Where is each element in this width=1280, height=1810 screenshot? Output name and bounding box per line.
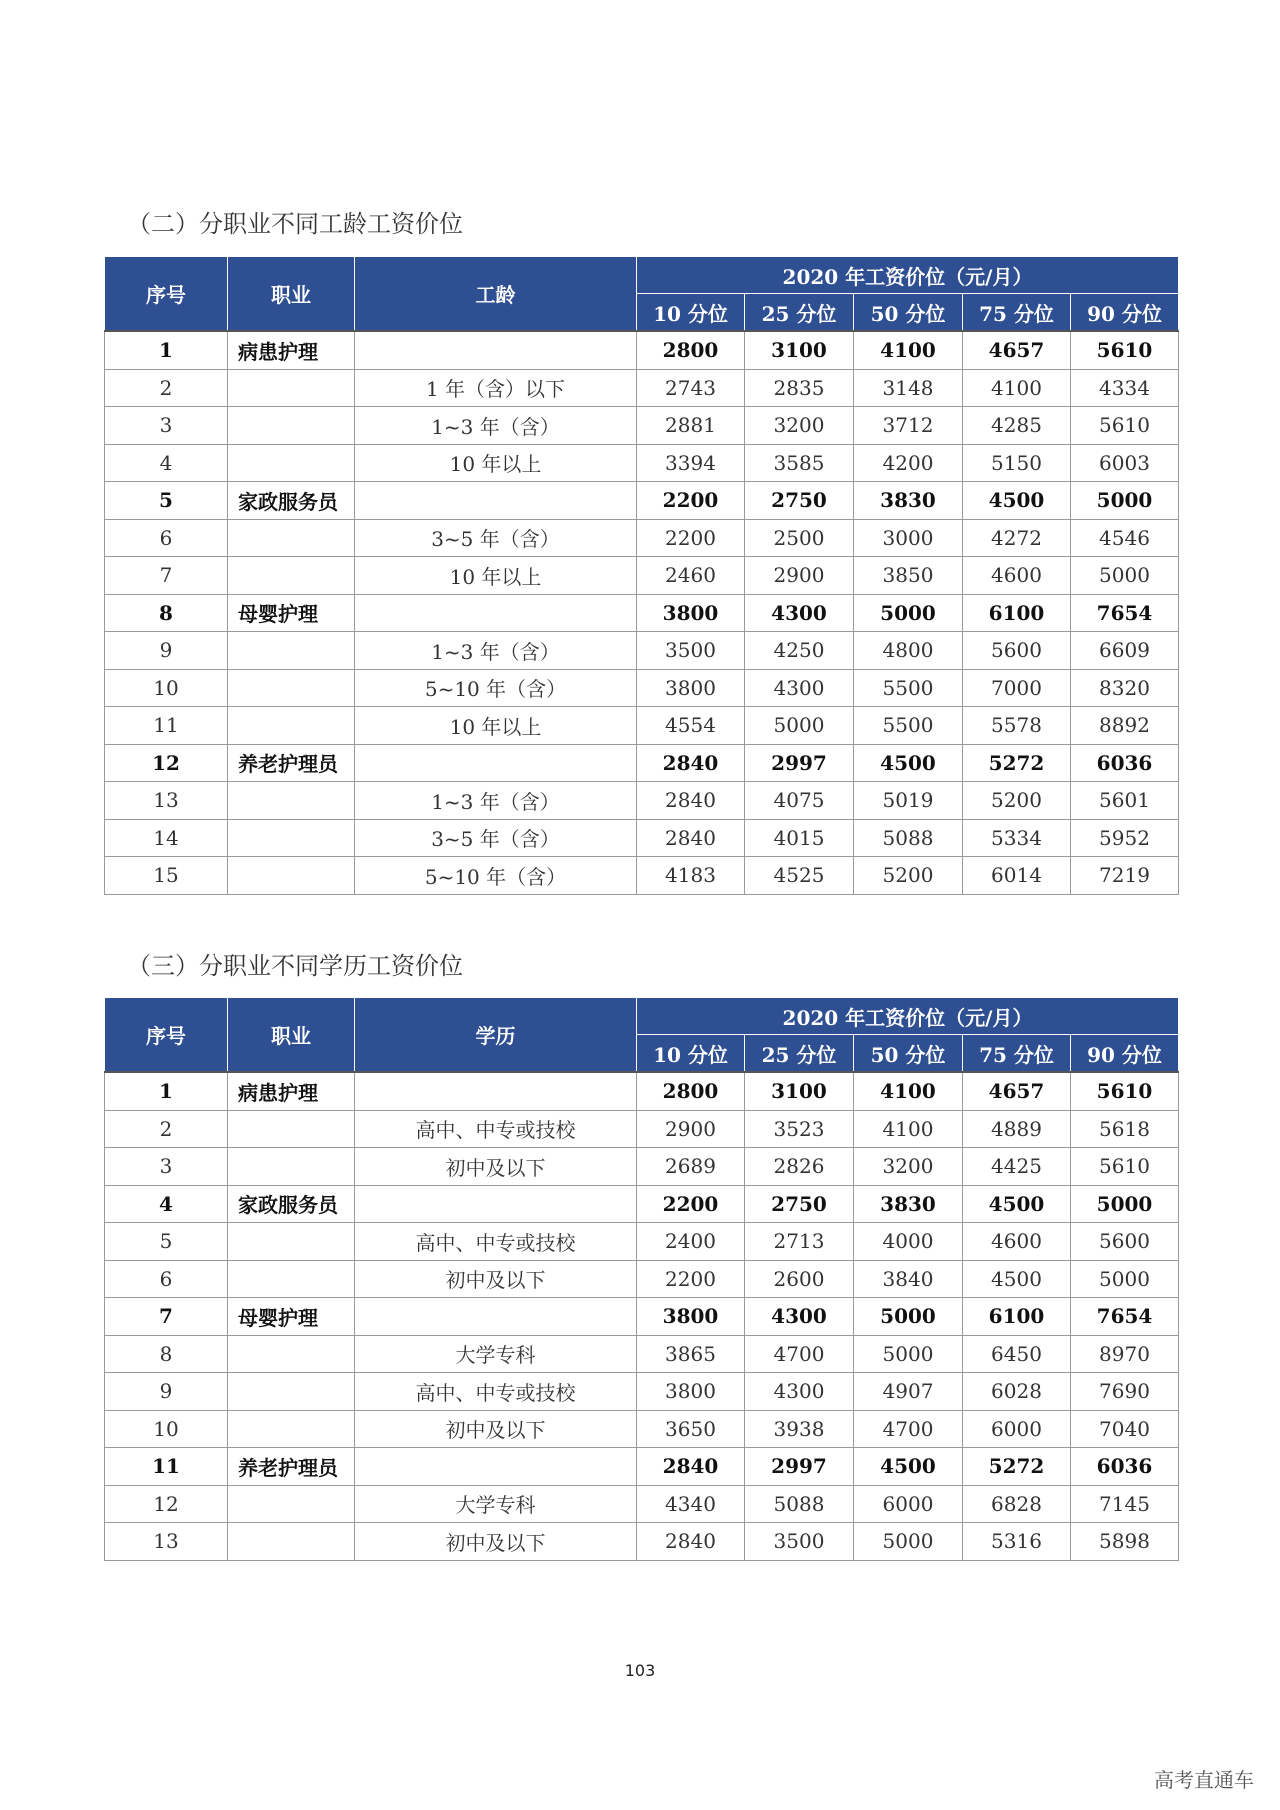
- row-p50-cell: 5088: [854, 819, 963, 857]
- table-row: [105, 331, 1179, 369]
- header-wage-group: 2020 年工资价位（元/月）: [637, 257, 1179, 294]
- row-p50-cell: 4500: [854, 1448, 963, 1486]
- row-p90-cell: 7145: [1071, 1485, 1179, 1523]
- row-occupation-cell: 家政服务员: [228, 1185, 355, 1223]
- header-p50: 50 分位: [854, 294, 963, 332]
- row-p10-cell: 2900: [637, 1110, 745, 1148]
- row-p25-cell: 2750: [745, 1185, 854, 1223]
- row-category-cell: 10 年以上: [355, 444, 637, 482]
- table-row: [105, 819, 1179, 857]
- row-category-cell: [355, 331, 637, 369]
- row-p50-cell: 3850: [854, 557, 963, 595]
- table-row: [105, 1523, 1179, 1561]
- table-row: [105, 1260, 1179, 1298]
- row-p50-cell: 3148: [854, 369, 963, 407]
- row-p10-cell: 3650: [637, 1410, 745, 1448]
- row-p25-cell: 2500: [745, 519, 854, 557]
- row-p75-cell: 4657: [963, 331, 1071, 369]
- row-seq-cell: 7: [105, 1298, 228, 1336]
- row-p90-cell: 8970: [1071, 1335, 1179, 1373]
- row-p90-cell: 5618: [1071, 1110, 1179, 1148]
- page-number: 103: [624, 1661, 656, 1680]
- row-p75-cell: 6450: [963, 1335, 1071, 1373]
- row-p75-cell: 5200: [963, 782, 1071, 820]
- watermark: 高考直通车: [1154, 1768, 1254, 1792]
- row-p90-cell: 5610: [1071, 1148, 1179, 1186]
- row-seq-cell: 1: [105, 1072, 228, 1110]
- table-row: [105, 482, 1179, 520]
- table-row: [105, 519, 1179, 557]
- row-seq-cell: 10: [105, 669, 228, 707]
- row-p75-cell: 4600: [963, 1223, 1071, 1261]
- row-p75-cell: 5272: [963, 1448, 1071, 1486]
- row-category-cell: 高中、中专或技校: [355, 1110, 637, 1148]
- row-p10-cell: 3865: [637, 1335, 745, 1373]
- row-p90-cell: 5000: [1071, 1260, 1179, 1298]
- row-p90-cell: 5000: [1071, 482, 1179, 520]
- row-seq-cell: 5: [105, 482, 228, 520]
- row-p25-cell: 4250: [745, 632, 854, 670]
- row-p90-cell: 7690: [1071, 1373, 1179, 1411]
- header-p50: 50 分位: [854, 1035, 963, 1073]
- row-p50-cell: 3840: [854, 1260, 963, 1298]
- row-p75-cell: 4600: [963, 557, 1071, 595]
- row-p75-cell: 4657: [963, 1072, 1071, 1110]
- row-occupation-cell: [228, 707, 355, 745]
- table-row: [105, 1185, 1179, 1223]
- row-category-cell: 3~5 年（含）: [355, 519, 637, 557]
- header-p10: 10 分位: [637, 294, 745, 332]
- row-p50-cell: 3712: [854, 407, 963, 445]
- row-occupation-cell: [228, 557, 355, 595]
- header-education: 学历: [355, 998, 637, 1073]
- row-p75-cell: 5600: [963, 632, 1071, 670]
- row-p25-cell: 2900: [745, 557, 854, 595]
- row-seq-cell: 1: [105, 331, 228, 369]
- row-p25-cell: 2835: [745, 369, 854, 407]
- row-p10-cell: 2800: [637, 331, 745, 369]
- row-p50-cell: 6000: [854, 1485, 963, 1523]
- row-p75-cell: 7000: [963, 669, 1071, 707]
- table-row: [105, 1110, 1179, 1148]
- row-p75-cell: 4500: [963, 1185, 1071, 1223]
- table-row: [105, 557, 1179, 595]
- row-category-cell: [355, 1072, 637, 1110]
- row-seq-cell: 3: [105, 407, 228, 445]
- row-occupation-cell: [228, 1485, 355, 1523]
- table-row: [105, 707, 1179, 745]
- header-p10: 10 分位: [637, 1035, 745, 1073]
- row-p50-cell: 3830: [854, 482, 963, 520]
- row-seq-cell: 2: [105, 1110, 228, 1148]
- row-p25-cell: 4075: [745, 782, 854, 820]
- row-p10-cell: 2400: [637, 1223, 745, 1261]
- row-p90-cell: 4334: [1071, 369, 1179, 407]
- row-seq-cell: 3: [105, 1148, 228, 1186]
- row-seq-cell: 9: [105, 632, 228, 670]
- row-p75-cell: 5578: [963, 707, 1071, 745]
- row-category-cell: 5~10 年（含）: [355, 857, 637, 895]
- header-p25: 25 分位: [745, 1035, 854, 1073]
- header-seq: 序号: [105, 998, 228, 1073]
- row-p50-cell: 4700: [854, 1410, 963, 1448]
- row-category-cell: 1 年（含）以下: [355, 369, 637, 407]
- row-p25-cell: 4700: [745, 1335, 854, 1373]
- row-occupation-cell: [228, 1373, 355, 1411]
- table-row: [105, 1072, 1179, 1110]
- row-p75-cell: 4500: [963, 482, 1071, 520]
- row-p50-cell: 4500: [854, 744, 963, 782]
- row-p10-cell: 2200: [637, 519, 745, 557]
- row-occupation-cell: [228, 669, 355, 707]
- table-row: [105, 1298, 1179, 1336]
- row-occupation-cell: 病患护理: [228, 331, 355, 369]
- row-p90-cell: 5610: [1071, 1072, 1179, 1110]
- row-p10-cell: 3800: [637, 1373, 745, 1411]
- row-p90-cell: 6036: [1071, 1448, 1179, 1486]
- row-p50-cell: 3830: [854, 1185, 963, 1223]
- row-category-cell: [355, 1298, 637, 1336]
- row-seq-cell: 13: [105, 782, 228, 820]
- row-p50-cell: 5500: [854, 707, 963, 745]
- header-p75: 75 分位: [963, 294, 1071, 332]
- table-row: [105, 444, 1179, 482]
- row-p25-cell: 3100: [745, 1072, 854, 1110]
- row-p25-cell: 3523: [745, 1110, 854, 1148]
- row-p50-cell: 5200: [854, 857, 963, 895]
- row-category-cell: 1~3 年（含）: [355, 632, 637, 670]
- row-p25-cell: 4525: [745, 857, 854, 895]
- row-p90-cell: 4546: [1071, 519, 1179, 557]
- row-p10-cell: 2800: [637, 1072, 745, 1110]
- row-seq-cell: 5: [105, 1223, 228, 1261]
- header-work-years: 工龄: [355, 257, 637, 332]
- row-p75-cell: 6828: [963, 1485, 1071, 1523]
- row-p75-cell: 4272: [963, 519, 1071, 557]
- row-p10-cell: 4183: [637, 857, 745, 895]
- row-p10-cell: 2200: [637, 1260, 745, 1298]
- row-category-cell: 高中、中专或技校: [355, 1223, 637, 1261]
- row-occupation-cell: [228, 857, 355, 895]
- row-p75-cell: 6100: [963, 1298, 1071, 1336]
- row-p25-cell: 2997: [745, 1448, 854, 1486]
- row-p75-cell: 6000: [963, 1410, 1071, 1448]
- row-p75-cell: 5316: [963, 1523, 1071, 1561]
- row-p50-cell: 4100: [854, 1072, 963, 1110]
- row-p90-cell: 5610: [1071, 331, 1179, 369]
- row-p75-cell: 4500: [963, 1260, 1071, 1298]
- row-p10-cell: 3800: [637, 594, 745, 632]
- row-p25-cell: 3100: [745, 331, 854, 369]
- row-p10-cell: 3800: [637, 1298, 745, 1336]
- table-row: [105, 1148, 1179, 1186]
- row-p10-cell: 2460: [637, 557, 745, 595]
- row-occupation-cell: [228, 632, 355, 670]
- header-seq: 序号: [105, 257, 228, 332]
- row-p90-cell: 5600: [1071, 1223, 1179, 1261]
- table-row: [105, 1223, 1179, 1261]
- row-seq-cell: 13: [105, 1523, 228, 1561]
- row-occupation-cell: 病患护理: [228, 1072, 355, 1110]
- row-p75-cell: 4285: [963, 407, 1071, 445]
- row-category-cell: [355, 482, 637, 520]
- row-p10-cell: 2743: [637, 369, 745, 407]
- row-p75-cell: 6100: [963, 594, 1071, 632]
- row-seq-cell: 4: [105, 1185, 228, 1223]
- wage-by-work-years-table: [104, 256, 1179, 895]
- row-p25-cell: 2600: [745, 1260, 854, 1298]
- row-occupation-cell: [228, 1110, 355, 1148]
- table-row: [105, 632, 1179, 670]
- row-occupation-cell: [228, 1410, 355, 1448]
- row-p90-cell: 7219: [1071, 857, 1179, 895]
- table-row: [105, 857, 1179, 895]
- row-occupation-cell: [228, 1523, 355, 1561]
- row-occupation-cell: [228, 782, 355, 820]
- row-p25-cell: 4015: [745, 819, 854, 857]
- row-p75-cell: 4425: [963, 1148, 1071, 1186]
- row-category-cell: 初中及以下: [355, 1523, 637, 1561]
- row-seq-cell: 11: [105, 707, 228, 745]
- row-occupation-cell: [228, 1335, 355, 1373]
- row-occupation-cell: [228, 444, 355, 482]
- row-seq-cell: 14: [105, 819, 228, 857]
- row-p50-cell: 5019: [854, 782, 963, 820]
- row-p10-cell: 2840: [637, 819, 745, 857]
- row-p50-cell: 4800: [854, 632, 963, 670]
- row-p25-cell: 2750: [745, 482, 854, 520]
- row-p25-cell: 3938: [745, 1410, 854, 1448]
- row-seq-cell: 7: [105, 557, 228, 595]
- row-p50-cell: 3200: [854, 1148, 963, 1186]
- header-wage-group: 2020 年工资价位（元/月）: [637, 998, 1179, 1035]
- row-category-cell: 大学专科: [355, 1335, 637, 1373]
- row-p25-cell: 2713: [745, 1223, 854, 1261]
- row-occupation-cell: [228, 369, 355, 407]
- row-p90-cell: 5000: [1071, 1185, 1179, 1223]
- row-p25-cell: 3585: [745, 444, 854, 482]
- row-p50-cell: 5000: [854, 1335, 963, 1373]
- header-occupation: 职业: [228, 257, 355, 332]
- row-occupation-cell: 养老护理员: [228, 1448, 355, 1486]
- row-p25-cell: 4300: [745, 1373, 854, 1411]
- row-seq-cell: 6: [105, 1260, 228, 1298]
- row-p90-cell: 5000: [1071, 557, 1179, 595]
- row-category-cell: 5~10 年（含）: [355, 669, 637, 707]
- row-category-cell: 10 年以上: [355, 557, 637, 595]
- row-seq-cell: 12: [105, 744, 228, 782]
- section-title-education: （三）分职业不同学历工资价位: [127, 952, 463, 980]
- header-p90: 90 分位: [1071, 1035, 1179, 1073]
- row-p90-cell: 5601: [1071, 782, 1179, 820]
- row-category-cell: 10 年以上: [355, 707, 637, 745]
- row-p10-cell: 3500: [637, 632, 745, 670]
- row-category-cell: 初中及以下: [355, 1410, 637, 1448]
- header-occupation: 职业: [228, 998, 355, 1073]
- row-p50-cell: 3000: [854, 519, 963, 557]
- row-occupation-cell: 母婴护理: [228, 594, 355, 632]
- row-p10-cell: 2840: [637, 1523, 745, 1561]
- table-body: [105, 1072, 1179, 1560]
- table-row: [105, 407, 1179, 445]
- row-occupation-cell: 家政服务员: [228, 482, 355, 520]
- table-row: [105, 669, 1179, 707]
- row-p50-cell: 5000: [854, 1298, 963, 1336]
- row-p75-cell: 6028: [963, 1373, 1071, 1411]
- row-p10-cell: 2840: [637, 1448, 745, 1486]
- row-seq-cell: 9: [105, 1373, 228, 1411]
- row-p10-cell: 2200: [637, 1185, 745, 1223]
- row-p50-cell: 4000: [854, 1223, 963, 1261]
- row-p10-cell: 4340: [637, 1485, 745, 1523]
- table-row: [105, 1410, 1179, 1448]
- row-category-cell: 初中及以下: [355, 1260, 637, 1298]
- table-row: [105, 1448, 1179, 1486]
- table-row: [105, 594, 1179, 632]
- row-p90-cell: 7654: [1071, 594, 1179, 632]
- row-occupation-cell: [228, 407, 355, 445]
- row-p90-cell: 8320: [1071, 669, 1179, 707]
- row-p90-cell: 5952: [1071, 819, 1179, 857]
- row-p75-cell: 5272: [963, 744, 1071, 782]
- row-p90-cell: 5610: [1071, 407, 1179, 445]
- row-seq-cell: 2: [105, 369, 228, 407]
- row-p25-cell: 5088: [745, 1485, 854, 1523]
- table-body: [105, 331, 1179, 894]
- row-occupation-cell: [228, 519, 355, 557]
- row-p90-cell: 7040: [1071, 1410, 1179, 1448]
- row-p75-cell: 4889: [963, 1110, 1071, 1148]
- row-seq-cell: 8: [105, 594, 228, 632]
- table-row: [105, 744, 1179, 782]
- row-p25-cell: 2826: [745, 1148, 854, 1186]
- row-category-cell: 1~3 年（含）: [355, 407, 637, 445]
- row-p10-cell: 2840: [637, 744, 745, 782]
- row-occupation-cell: [228, 1260, 355, 1298]
- row-p10-cell: 2881: [637, 407, 745, 445]
- row-p10-cell: 2200: [637, 482, 745, 520]
- row-p75-cell: 4100: [963, 369, 1071, 407]
- row-category-cell: [355, 1448, 637, 1486]
- table-row: [105, 1485, 1179, 1523]
- row-seq-cell: 11: [105, 1448, 228, 1486]
- header-p75: 75 分位: [963, 1035, 1071, 1073]
- row-seq-cell: 10: [105, 1410, 228, 1448]
- row-p50-cell: 5000: [854, 594, 963, 632]
- row-p90-cell: 6003: [1071, 444, 1179, 482]
- row-p50-cell: 4200: [854, 444, 963, 482]
- row-seq-cell: 4: [105, 444, 228, 482]
- row-category-cell: 高中、中专或技校: [355, 1373, 637, 1411]
- row-p25-cell: 3200: [745, 407, 854, 445]
- row-p10-cell: 2840: [637, 782, 745, 820]
- table-row: [105, 782, 1179, 820]
- row-p10-cell: 2689: [637, 1148, 745, 1186]
- row-occupation-cell: 母婴护理: [228, 1298, 355, 1336]
- row-category-cell: [355, 594, 637, 632]
- row-category-cell: 1~3 年（含）: [355, 782, 637, 820]
- row-p50-cell: 4907: [854, 1373, 963, 1411]
- row-p10-cell: 3800: [637, 669, 745, 707]
- row-p25-cell: 4300: [745, 594, 854, 632]
- table-row: [105, 1373, 1179, 1411]
- row-p50-cell: 4100: [854, 1110, 963, 1148]
- row-p90-cell: 5898: [1071, 1523, 1179, 1561]
- row-p75-cell: 5334: [963, 819, 1071, 857]
- header-p90: 90 分位: [1071, 294, 1179, 332]
- row-seq-cell: 15: [105, 857, 228, 895]
- row-category-cell: 3~5 年（含）: [355, 819, 637, 857]
- section-title-work-years: （二）分职业不同工龄工资价位: [127, 210, 463, 238]
- wage-by-education-table: [104, 997, 1179, 1561]
- row-category-cell: [355, 744, 637, 782]
- row-occupation-cell: [228, 819, 355, 857]
- row-p75-cell: 6014: [963, 857, 1071, 895]
- row-seq-cell: 6: [105, 519, 228, 557]
- row-p10-cell: 3394: [637, 444, 745, 482]
- row-p10-cell: 4554: [637, 707, 745, 745]
- row-p75-cell: 5150: [963, 444, 1071, 482]
- row-p90-cell: 6036: [1071, 744, 1179, 782]
- row-p50-cell: 5000: [854, 1523, 963, 1561]
- row-occupation-cell: [228, 1223, 355, 1261]
- row-p50-cell: 4100: [854, 331, 963, 369]
- row-p90-cell: 6609: [1071, 632, 1179, 670]
- row-seq-cell: 8: [105, 1335, 228, 1373]
- row-occupation-cell: [228, 1148, 355, 1186]
- row-p25-cell: 4300: [745, 1298, 854, 1336]
- row-p90-cell: 8892: [1071, 707, 1179, 745]
- table-row: [105, 1335, 1179, 1373]
- row-p25-cell: 3500: [745, 1523, 854, 1561]
- header-p25: 25 分位: [745, 294, 854, 332]
- row-p50-cell: 5500: [854, 669, 963, 707]
- row-category-cell: [355, 1185, 637, 1223]
- row-p25-cell: 2997: [745, 744, 854, 782]
- row-p25-cell: 4300: [745, 669, 854, 707]
- row-category-cell: 初中及以下: [355, 1148, 637, 1186]
- row-p90-cell: 7654: [1071, 1298, 1179, 1336]
- table-row: [105, 369, 1179, 407]
- row-category-cell: 大学专科: [355, 1485, 637, 1523]
- row-p25-cell: 5000: [745, 707, 854, 745]
- row-occupation-cell: 养老护理员: [228, 744, 355, 782]
- row-seq-cell: 12: [105, 1485, 228, 1523]
